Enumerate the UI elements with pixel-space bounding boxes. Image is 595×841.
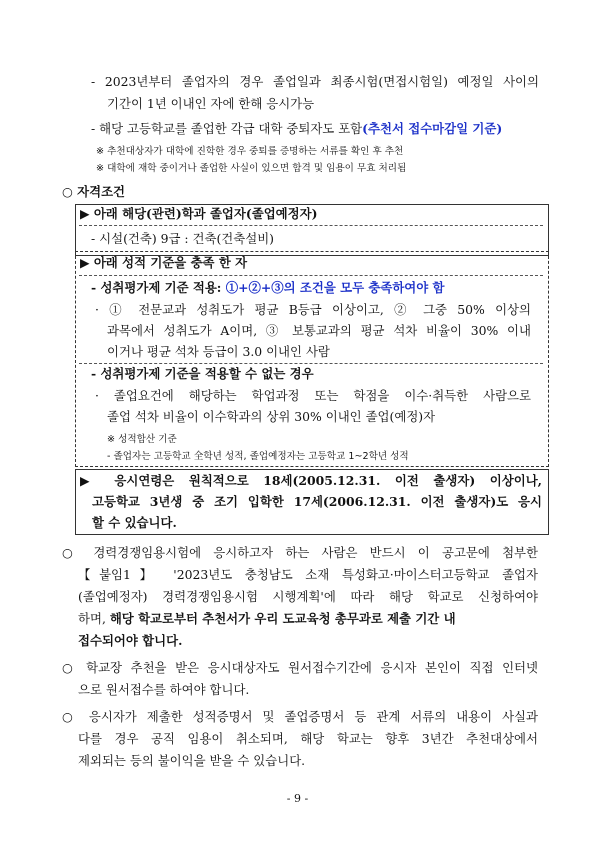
criteria1-line2: 과목에서 성취도가 A이며, ③ 보통교과의 평균 석차 비율이 30% 이내 — [107, 323, 531, 338]
criteria1-line3: 이거나 평균 석차 등급이 3.0 이내인 사람 — [107, 344, 330, 359]
grade-sum-note: ※ 성적합산 기준 — [107, 434, 177, 445]
para1-line4-bold: 해당 학교로부터 추천서가 우리 도교육청 총무과로 제출 기간 내 — [109, 611, 456, 626]
para3-line1: ○ 응시자가 제출한 성적증명서 및 졸업증명서 등 관계 서류의 내용이 사실과 — [62, 709, 538, 724]
criteria2-line2: 졸업 석차 비율이 이수학과의 상위 30% 이내인 졸업(예정)자 — [107, 409, 436, 424]
para1-line3: (졸업예정자) 경력경쟁임용시험 시행계획'에 따라 해당 학교로 신청하여야 — [78, 589, 538, 604]
criteria1-title-highlight: ①+②+③의 조건을 모두 충족하여야 함 — [225, 280, 445, 295]
criteria1-title-text: - 성취평가제 기준 적용: — [91, 280, 226, 295]
para1-line4-text: 하며, — [78, 611, 110, 626]
note-enrolled: ※ 대학에 재학 중이거나 졸업한 사실이 있으면 합격 및 임용이 무효 처리됨 — [96, 163, 407, 174]
para1-line5: 접수되어야 합니다. — [78, 633, 183, 648]
para1-line2: 【붙임1】 '2023년도 충청남도 소재 특성화고·마이스터고등학교 졸업자 — [78, 567, 538, 582]
para1-line1: ○ 경력경쟁임용시험에 응시하고자 하는 사람은 반드시 이 공고문에 첨부한 — [62, 545, 538, 560]
page-number: - 9 - — [286, 792, 309, 805]
department-box-item: - 시설(건축) 9급 : 건축(건축설비) — [91, 231, 274, 246]
age-line1: ▶ 응시연령은 원칙적으로 18세(2005.12.31. 이전 출생자) 이상이나, — [80, 473, 542, 488]
grade-sum-detail: - 졸업자는 고등학교 全학년 성적, 졸업예정자는 고등학교 1~2학년 성적 — [107, 451, 409, 462]
department-box-divider — [79, 225, 543, 226]
p1-line3 — [91, 121, 502, 137]
criteria1-title — [91, 280, 445, 296]
age-line3: 할 수 있습니다. — [92, 515, 177, 530]
para2-line2: 으로 원서접수를 하여야 합니다. — [78, 682, 250, 697]
criteria2-line1: · 졸업요건에 해당하는 학업과정 또는 학점을 이수·취득한 사람으로 — [95, 388, 531, 403]
criteria2-title: - 성취평가제 기준을 적용할 수 없는 경우 — [91, 366, 314, 381]
para1-line4 — [78, 611, 456, 627]
grade-criteria-title: ▶ 아래 성적 기준을 충족 한 자 — [80, 255, 248, 270]
para3-line2: 다를 경우 공직 임용이 취소되며, 해당 학교는 향후 3년간 추천대상에서 — [78, 731, 538, 746]
p1-line3-text: - 해당 고등학교를 졸업한 각급 대학 중퇴자도 포함 — [91, 121, 363, 136]
qualification-heading: ○ 자격조건 — [62, 184, 126, 199]
department-box-title: ▶ 아래 해당(관련)학과 졸업자(졸업예정자) — [80, 206, 318, 221]
para2-line1: ○ 학교장 추천을 받은 응시대상자도 원서접수기간에 응시자 본인이 직접 인터넷 — [62, 660, 538, 675]
criteria2-divider — [79, 363, 543, 364]
p1-line2: 기간이 1년 이내인 자에 한해 응시가능 — [107, 96, 315, 111]
p1-line3-highlight: (추천서 접수마감일 기준) — [362, 121, 503, 136]
criteria1-line1: · ① 전문교과 성취도가 평균 B등급 이상이고, ② 그중 50% 이상의 — [95, 302, 531, 317]
note-dropout: ※ 추천대상자가 대학에 진학한 경우 중퇴를 증명하는 서류를 확인 후 추천 — [96, 146, 404, 157]
p1-line1: - 2023년부터 졸업자의 경우 졸업일과 최종시험(면접시험일) 예정일 사이의 — [91, 74, 539, 89]
grade-criteria-divider — [79, 275, 543, 276]
age-line2: 고등학교 3년생 중 조기 입학한 17세(2006.12.31. 이전 출생자)도 응시 — [92, 494, 542, 509]
para3-line3: 제외되는 등의 불이익을 받을 수 있습니다. — [78, 753, 306, 768]
